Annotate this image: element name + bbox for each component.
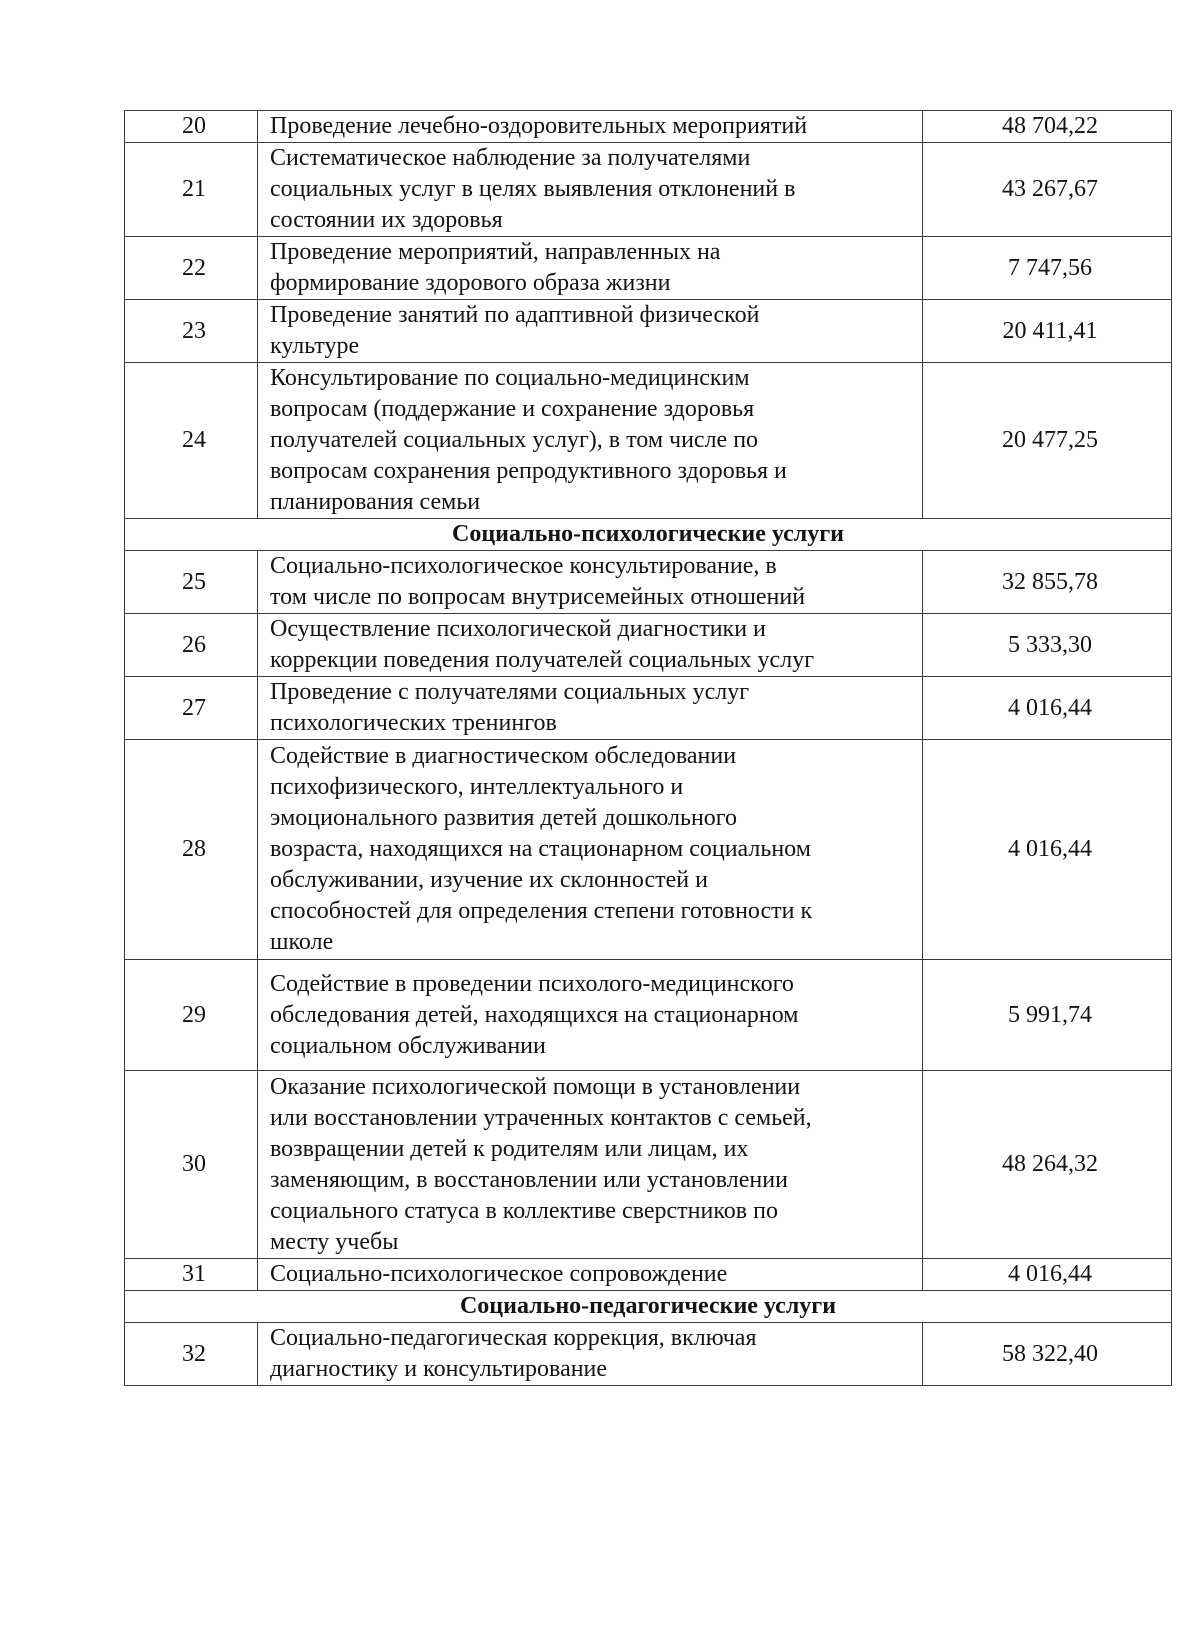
services-price-table	[124, 110, 1172, 1386]
description-line: Проведение с получателями социальных услуг	[270, 679, 750, 705]
description-line: психологических тренингов	[270, 710, 557, 736]
service-price: 20 411,41	[923, 300, 1172, 363]
row-number: 32	[125, 1323, 258, 1386]
description-line: диагностику и консультирование	[270, 1356, 608, 1382]
description-line: социального статуса в коллективе сверстников по	[270, 1197, 778, 1224]
description-line: коррекции поведения получателей социальных услуг	[270, 647, 815, 673]
description-line: Систематическое наблюдение за получателями	[270, 145, 751, 171]
description-line: возраста, находящихся на стационарном социальном	[270, 836, 811, 862]
description-line: том числе по вопросам внутрисемейных отношений	[270, 584, 806, 610]
description-line: обследования детей, находящихся на стационарном	[270, 1001, 799, 1028]
description-line: возвращении детей к родителям или лицам, их	[270, 1135, 749, 1162]
description-line: социальном обслуживании	[270, 1032, 546, 1059]
service-description	[258, 1323, 923, 1386]
service-price: 48 264,32	[923, 1071, 1172, 1259]
description-line: вопросам (поддержание и сохранение здоровья	[270, 396, 755, 422]
service-description	[258, 111, 923, 143]
description-line: Осуществление психологической диагностики и	[270, 616, 766, 642]
description-line: Содействие в диагностическом обследовании	[270, 743, 737, 769]
table-row	[125, 237, 1172, 300]
table-row	[125, 740, 1172, 960]
description-line: культуре	[270, 333, 360, 359]
service-price: 5 991,74	[923, 960, 1172, 1071]
description-line: обслуживании, изучение их склонностей и	[270, 867, 708, 893]
description-line: планирования семьи	[270, 489, 481, 515]
service-price: 58 322,40	[923, 1323, 1172, 1386]
table-row	[125, 1323, 1172, 1386]
description-line: школе	[270, 929, 334, 955]
description-line: вопросам сохранения репродуктивного здоровья и	[270, 458, 787, 484]
description-line: состоянии их здоровья	[270, 207, 503, 233]
service-description	[258, 237, 923, 300]
service-description	[258, 363, 923, 519]
description-line: эмоционального развития детей дошкольного	[270, 805, 738, 831]
row-number: 25	[125, 551, 258, 614]
table-row	[125, 960, 1172, 1071]
description-line: получателей социальных услуг), в том числе по	[270, 427, 759, 453]
description-line: Проведение лечебно-оздоровительных мероприятий	[270, 113, 808, 139]
description-line: месту учебы	[270, 1228, 399, 1255]
section-header-row	[125, 519, 1172, 551]
service-price: 4 016,44	[923, 740, 1172, 960]
table-row	[125, 300, 1172, 363]
description-line: способностей для определения степени готовности к	[270, 898, 813, 924]
table-row	[125, 614, 1172, 677]
table-row	[125, 677, 1172, 740]
service-price: 32 855,78	[923, 551, 1172, 614]
row-number: 27	[125, 677, 258, 740]
table-row	[125, 111, 1172, 143]
row-number: 30	[125, 1071, 258, 1259]
service-price: 7 747,56	[923, 237, 1172, 300]
row-number: 29	[125, 960, 258, 1071]
description-line: психофизического, интеллектуального и	[270, 774, 684, 800]
row-number: 31	[125, 1259, 258, 1291]
row-number: 28	[125, 740, 258, 960]
description-line: заменяющим, в восстановлении или установлении	[270, 1166, 788, 1193]
service-price: 20 477,25	[923, 363, 1172, 519]
description-line: Содействие в проведении психолого-медицинского	[270, 970, 794, 997]
service-price: 48 704,22	[923, 111, 1172, 143]
service-price: 43 267,67	[923, 143, 1172, 237]
service-description	[258, 1259, 923, 1291]
service-price: 5 333,30	[923, 614, 1172, 677]
description-line: Социально-психологическое консультирование, в	[270, 553, 777, 579]
service-description	[258, 300, 923, 363]
row-number: 24	[125, 363, 258, 519]
description-line: формирование здорового образа жизни	[270, 270, 671, 296]
table-body	[125, 111, 1172, 1386]
description-line: Оказание психологической помощи в установлении	[270, 1073, 801, 1100]
table-row	[125, 143, 1172, 237]
table-row	[125, 363, 1172, 519]
description-line: Проведение занятий по адаптивной физической	[270, 302, 760, 328]
service-description	[258, 551, 923, 614]
service-price: 4 016,44	[923, 1259, 1172, 1291]
service-description	[258, 740, 923, 960]
description-line: Социально-психологическое сопровождение	[270, 1261, 728, 1287]
section-header-row	[125, 1291, 1172, 1323]
row-number: 21	[125, 143, 258, 237]
table-row	[125, 1259, 1172, 1291]
description-line: социальных услуг в целях выявления отклонений в	[270, 176, 796, 202]
service-description	[258, 143, 923, 237]
description-line: Консультирование по социально-медицинским	[270, 365, 750, 391]
service-description	[258, 960, 923, 1071]
service-price: 4 016,44	[923, 677, 1172, 740]
service-description	[258, 1071, 923, 1259]
section-title: Социально-психологические услуги	[125, 519, 1172, 551]
service-description	[258, 677, 923, 740]
row-number: 22	[125, 237, 258, 300]
row-number: 23	[125, 300, 258, 363]
description-line: Социально-педагогическая коррекция, включая	[270, 1325, 757, 1351]
row-number: 26	[125, 614, 258, 677]
table-row	[125, 551, 1172, 614]
section-title: Социально-педагогические услуги	[125, 1291, 1172, 1323]
description-line: Проведение мероприятий, направленных на	[270, 239, 721, 265]
description-line: или восстановлении утраченных контактов с семьей,	[270, 1104, 812, 1131]
row-number: 20	[125, 111, 258, 143]
service-description	[258, 614, 923, 677]
table-row	[125, 1071, 1172, 1259]
